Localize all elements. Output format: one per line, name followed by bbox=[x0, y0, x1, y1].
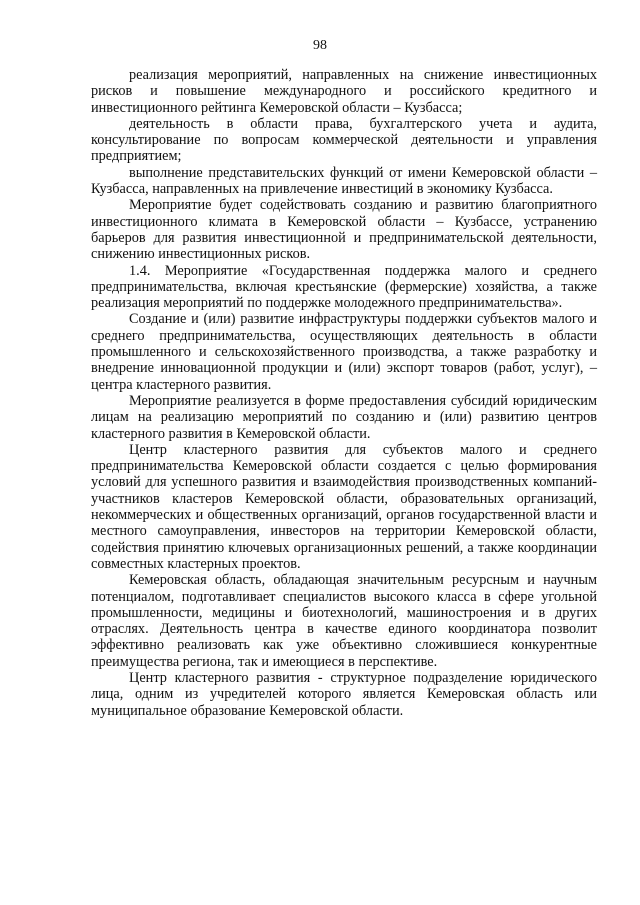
paragraph-investment-climate: Мероприятие будет содействовать созданию и развитию благоприятного инвестиционного климата в Кемеровской области – Кузбассе, устранению барьеров для развития инвестиционной и предпринимательской деятельности, снижению инвестиционных рисков. bbox=[91, 197, 597, 263]
paragraph-infrastructure: Создание и (или) развитие инфраструктуры поддержки субъектов малого и среднего предпринимательства, осуществляющих деятельность в области промышленного и сельскохозяйственного производства, а также разработку и внедрение инновационной продукции и (или) экспорт товаров (работ, услуг), – центра кластерного развития. bbox=[91, 311, 597, 393]
paragraph-measure-1-4: 1.4. Мероприятие «Государственная поддержка малого и среднего предпринимательства, включая крестьянские (фермерские) хозяйства, а также реализация мероприятий по поддержке молодежного предпринимательства». bbox=[91, 262, 597, 312]
paragraph-region-potential: Кемеровская область, обладающая значительным ресурсным и научным потенциалом, подготавливает специалистов высокого класса в сфере угольной промышленности, медицины и биотехнологий, машиностроения и в других отраслях. Деятельность центра в качестве единого координатора позволит эффективно реализовать как уже объективно сложившиеся конкурентные преимущества региона, так и имеющиеся в перспективе. bbox=[91, 572, 597, 670]
paragraph-subsidies: Мероприятие реализуется в форме предоставления субсидий юридическим лицам на реализацию мероприятий по созданию и (или) развитию центров кластерного развития в Кемеровской области. bbox=[91, 392, 597, 442]
document-body bbox=[91, 67, 597, 719]
paragraph-investment-risks: реализация мероприятий, направленных на снижение инвестиционных рисков и повышение международного и российского кредитного и инвестиционного рейтинга Кемеровской области – Кузбасса; bbox=[91, 67, 597, 116]
page-number: 98 bbox=[313, 38, 327, 53]
paragraph-law-accounting: деятельность в области права, бухгалтерского учета и аудита, консультирование по вопросам коммерческой деятельности и управления предприятием; bbox=[91, 115, 597, 165]
paragraph-cluster-center-purpose: Центр кластерного развития для субъектов малого и среднего предпринимательства Кемеровской области создается с целью формирования условий для успешного развития и взаимодействия производственных компаний-участников кластеров Кемеровской области, образовательных организаций, некоммерческих и общественных организаций, органов государственной власти и местного самоуправления, инвесторов на территории Кемеровской области, содействия принятию ключевых организационных решений, а также координации совместных кластерных проектов. bbox=[91, 441, 597, 572]
paragraph-cluster-center-definition: Центр кластерного развития - структурное подразделение юридического лица, одним из учредителей которого является Кемеровская область или муниципальное образование Кемеровской области. bbox=[91, 669, 597, 719]
paragraph-representative-functions: выполнение представительских функций от имени Кемеровской области – Кузбасса, направленных на привлечение инвестиций в экономику Кузбасса. bbox=[91, 164, 597, 198]
